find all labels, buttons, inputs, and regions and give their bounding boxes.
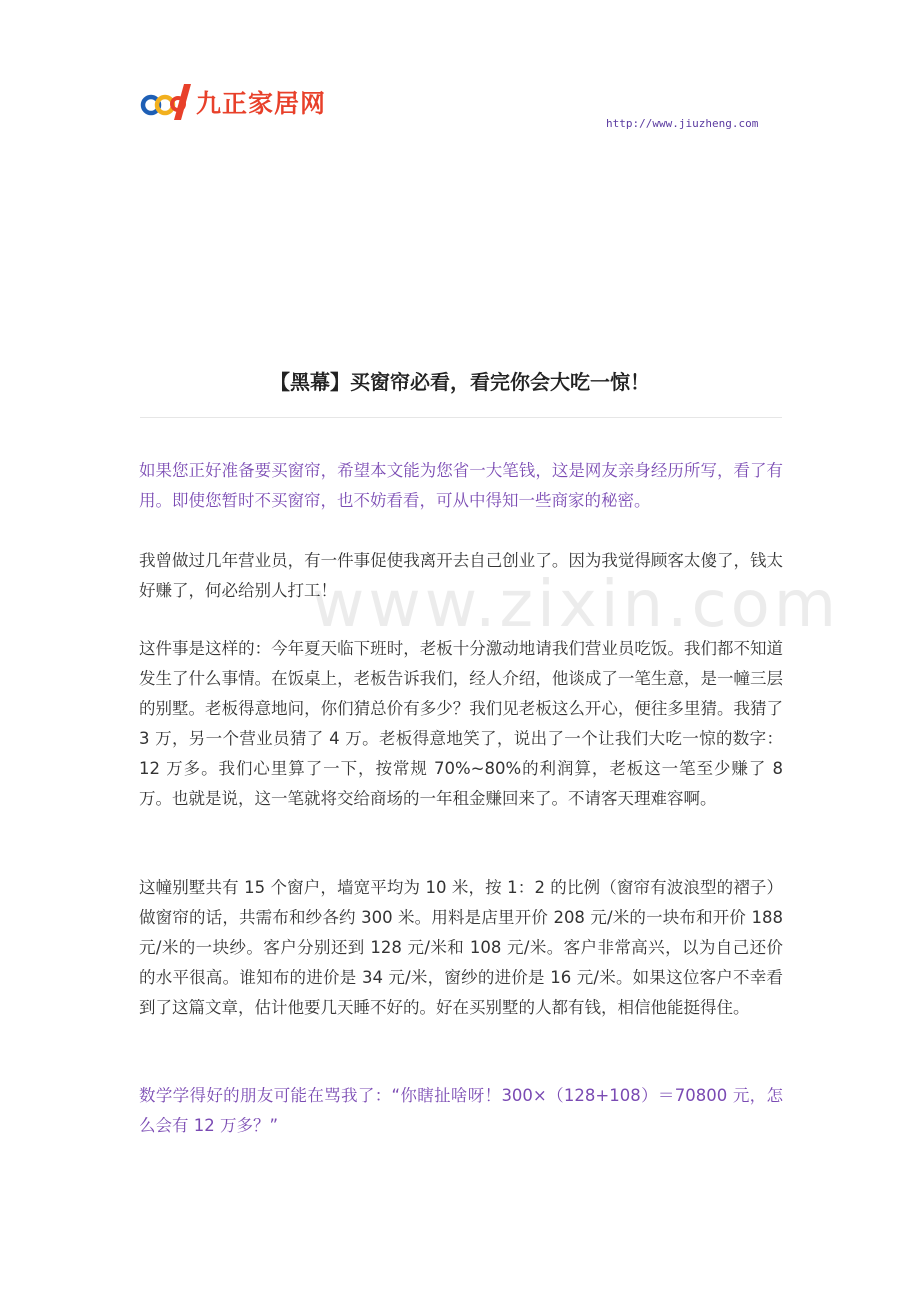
paragraph-calculation: 这幢别墅共有 15 个窗户，墙宽平均为 10 米，按 1：2 的比例（窗帘有波浪型的褶子）做窗帘的话，共需布和纱各约 300 米。用料是店里开价 208 元/米的一块布和开价 188 元/米的一块纱。客户分别还到 128 元/米和 108 元/米。客户非常高兴，以为自己还价的水平很高。谁知布的进价是 34 元/米，窗纱的进价是 16 元/米。如果这位客户不幸看到了这篇文章，估计他要几天睡不好的。好在买别墅的人都有钱，相信他能挺得住。 <box>139 878 783 1017</box>
logo-text: 九正家居网 <box>196 89 327 118</box>
logo-icon <box>140 80 192 124</box>
paragraph-background: 我曾做过几年营业员，有一件事促使我离开去自己创业了。因为我觉得顾客太傻了，钱太好赚了，何必给别人打工！ <box>139 551 783 600</box>
title-divider <box>140 417 782 418</box>
site-logo[interactable] <box>140 80 326 124</box>
article-title: 【黑幕】买窗帘必看，看完你会大吃一惊！ <box>270 370 650 394</box>
paragraph-intro: 如果您正好准备要买窗帘，希望本文能为您省一大笔钱，这是网友亲身经历所写，看了有用。即使您暂时不买窗帘，也不妨看看，可从中得知一些商家的秘密。 <box>139 461 783 510</box>
paragraph-story: 这件事是这样的：今年夏天临下班时，老板十分激动地请我们营业员吃饭。我们都不知道发生了什么事情。在饭桌上，老板告诉我们，经人介绍，他谈成了一笔生意，是一幢三层的别墅。老板得意地问，你们猜总价有多少？我们见老板这么开心，便往多里猜。我猜了 3 万，另一个营业员猜了 4 万。老板得意地笑了，说出了一个让我们大吃一惊的数字：12 万多。我们心里算了一下，按常规 70%~80%的利润算，老板这一笔至少赚了 8 万。也就是说，这一笔就将交给商场的一年租金赚回来了。不请客天理难容啊。 <box>139 639 783 808</box>
paragraph-question: 数学学得好的朋友可能在骂我了：“你瞎扯啥呀！300×（128+108）＝70800 元，怎么会有 12 万多？” <box>139 1086 783 1135</box>
watermark-text: www.zixin.com <box>312 568 841 642</box>
site-url-link[interactable]: http://www.jiuzheng.com <box>606 117 759 130</box>
